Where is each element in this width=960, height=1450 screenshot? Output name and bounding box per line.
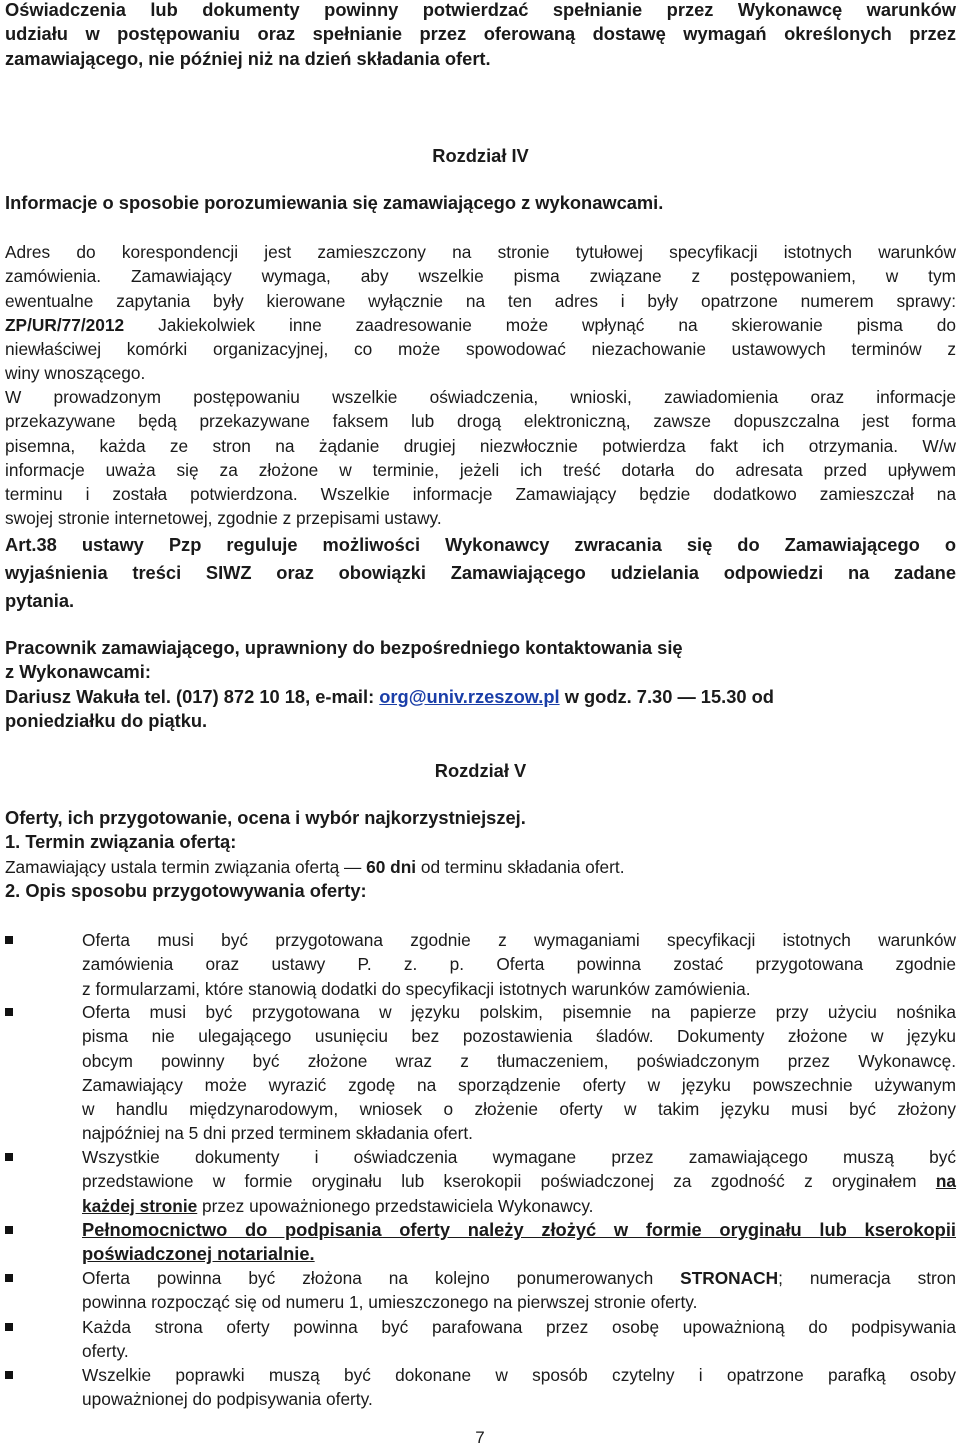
b3-line-2a: przedstawione w formie oryginału lub kserokopii poświadczonej za zgodność z oryginałem [82, 1171, 936, 1192]
chapter-5-title: Rozdział V [434, 760, 527, 781]
b2-line-4: Zamawiający może wyrazić zgodę na sporządzenie oferty w języku powszechnie używanym [82, 1074, 956, 1095]
art38-line-1: Art.38 ustawy Pzp reguluje możliwości Wykonawcy zwracania się do Zamawiającego o [5, 534, 956, 555]
p1-line-1: Adres do korespondencji jest zamieszczony na stronie tytułowej specyfikacji istotnych warunków [5, 242, 956, 262]
b6-line-1: Każda strona oferty powinna być parafowana przez osobę upoważnioną do podpisywania [82, 1317, 956, 1337]
section-2-title: 2. Opis sposobu przygotowywania oferty: [5, 880, 367, 901]
chapter-5-heading: Oferty, ich przygotowanie, ocena i wybór najkorzystniejszej. [5, 807, 526, 828]
bullet-6 [5, 1315, 956, 1364]
intro-line-2: udziału w postępowaniu oraz spełnianie przez oferowaną dostawę wymagań określonych przez [5, 23, 956, 45]
p2-line-3: pisemna, każda ze stron na żądanie drugiej niezwłocznie potwierdza fakt ich otrzymania. W/w [5, 435, 956, 456]
b3-line-2 [82, 1169, 956, 1193]
b3-line-2-underlined: na [935, 1171, 956, 1192]
bullet-2 [5, 1000, 956, 1146]
b2-line-3: obcym powinny być złożone wraz z tłumaczeniem, poświadczonym przez Wykonawcę. [82, 1050, 956, 1071]
bullet-1 [5, 928, 956, 1001]
b3-each-page: każdej stronie [82, 1195, 198, 1216]
b2-line-5: w handlu międzynarodowym, wniosek o złożenie oferty w takim języku musi być złożony [82, 1099, 956, 1120]
s1-text-bold: 60 dni [366, 857, 417, 877]
intro-line-3: zamawiającego, nie później niż na dzień składania ofert. [5, 47, 491, 69]
contact-hours: w godz. 7.30 — 15.30 od [559, 685, 774, 707]
b1-line-2: zamówienia oraz ustawy P. z. p. Oferta powinna zostać przygotowana zgodnie [82, 954, 956, 975]
section-1-text [5, 855, 956, 879]
p1-line-6: winy wnoszącego. [5, 363, 146, 384]
b5-line-1a: Oferta powinna być złożona na kolejno ponumerowanych [82, 1268, 681, 1288]
b3-line-3 [82, 1194, 956, 1218]
b7-line-2: upoważnionej do podpisywania oferty. [82, 1389, 373, 1410]
b2-line-6: najpóźniej na 5 dni przed terminem składania ofert. [82, 1123, 473, 1144]
bullet-square-icon [5, 936, 13, 944]
p1-line-2 [5, 264, 956, 288]
bullet-square-icon [5, 1226, 13, 1234]
b5-line-2: powinna rozpocząć się od numeru 1, umieszczonego na pierwszej stronie oferty. [82, 1292, 698, 1313]
b3-line-1: Wszystkie dokumenty i oświadczenia wymagane przez zamawiającego muszą być [82, 1147, 956, 1167]
contact-line-2: z Wykonawcami: [5, 661, 151, 683]
b5-line-1 [82, 1266, 956, 1290]
b1-line-3: z formularzami, które stanowią dodatki do specyfikacji istotnych warunków zamówienia. [82, 978, 751, 999]
b6-line-2: oferty. [82, 1341, 129, 1362]
bullet-square-icon [5, 1323, 13, 1331]
contact-line-4: poniedziałku do piątku. [5, 709, 208, 731]
b4-line-1: Pełnomocnictwo do podpisania oferty należy złożyć w formie oryginału lub kserokopii [82, 1219, 956, 1240]
contact-line-1: Pracownik zamawiającego, uprawniony do bezpośredniego kontaktowania się [5, 637, 683, 658]
bullet-square-icon [5, 1153, 13, 1161]
b4-line-2: poświadczonej notarialnie. [82, 1243, 315, 1265]
p1-line-2b: Zamawiający wymaga, aby wszelkie pisma związane z postępowaniem, w tym [101, 266, 956, 287]
bullet-5 [5, 1266, 956, 1315]
p1-line-3: ewentualne zapytania były kierowane wyłącznie na ten adres i były opatrzone numerem sprawy: [5, 290, 956, 311]
s1-text-a: Zamawiający ustala termin związania ofertą — [5, 857, 367, 877]
chapter-4-heading: Informacje o sposobie porozumiewania się zamawiającego z wykonawcami. [5, 192, 664, 213]
intro-line-1: Oświadczenia lub dokumenty powinny potwierdzać spełnianie przez Wykonawcę warunków [5, 0, 956, 20]
p2-line-5: terminu i została potwierdzona. Wszelkie informacje Zamawiający będzie dodatkowo zamieszczał na [5, 484, 956, 505]
contact-line-3 [5, 685, 956, 709]
s1-text-b: od terminu składania ofert. [416, 857, 625, 877]
b3-line-3b: przez upoważnionego przedstawiciela Wykonawcy. [197, 1195, 594, 1216]
art38-paragraph [5, 531, 956, 615]
b5-pages: STRONACH [680, 1268, 779, 1288]
bullet-square-icon [5, 1371, 13, 1379]
p2-line-4: informacje uważa się za złożone w terminie, jeżeli ich treść dotarła do adresata przed upływem [5, 459, 956, 480]
section-1-title: 1. Termin związania ofertą: [5, 831, 237, 852]
bullet-square-icon [5, 1274, 13, 1282]
b2-line-2: pisma nie ulegającego usunięciu bez pozostawienia śladów. Dokumenty złożone w języku [82, 1026, 956, 1047]
p2-line-1: W prowadzonym postępowaniu wszelkie oświadczenia, wnioski, zawiadomienia oraz informacje [5, 387, 956, 407]
bullet-7 [5, 1363, 956, 1412]
p1-line-5: niewłaściwej komórki organizacyjnej, co może spowodować niezachowanie ustawowych terminów z [5, 339, 956, 360]
bullet-3 [5, 1145, 956, 1218]
p2-line-2: przekazywane będą przekazywane faksem lub drogą elektroniczną, zawsze dopuszczalna jest forma [5, 411, 956, 432]
p2-line-6: swojej stronie internetowej, zgodnie z przepisami ustawy. [5, 508, 442, 529]
p1-line-4 [5, 313, 956, 337]
art38-line-3: pytania. [5, 590, 75, 611]
b2-line-1: Oferta musi być przygotowana w języku polskim, pisemnie na papierze przy użyciu nośnika [82, 1002, 956, 1022]
chapter-4-paragraph-2 [5, 385, 956, 531]
bullet-square-icon [5, 1008, 13, 1016]
b7-line-1: Wszelkie poprawki muszą być dokonane w sposób czytelny i opatrzone parafką osoby [82, 1365, 956, 1385]
chapter-4-paragraph-1 [5, 240, 956, 386]
email-link[interactable]: org@univ.rzeszow.pl [379, 685, 560, 707]
b1-line-1: Oferta musi być przygotowana zgodnie z wymaganiami specyfikacji istotnych warunków [82, 930, 956, 950]
page-number: 7 [475, 1428, 485, 1447]
case-number: ZP/UR/77/2012 [5, 314, 125, 335]
art38-line-2: wyjaśnienia treści SIWZ oraz obowiązki Zamawiającego udzielania odpowiedzi na zadane [5, 562, 956, 583]
contact-block [5, 636, 956, 733]
p1-line-2a: zamówienia. [5, 266, 102, 287]
p1-line-4b: Jakiekolwiek inne zaadresowanie może wpłynąć na skierowanie pisma do [124, 314, 956, 335]
intro-paragraph [5, 0, 956, 71]
bullet-4 [5, 1218, 956, 1267]
b5-line-1c: ; numeracja stron [778, 1268, 956, 1288]
contact-name-phone: Dariusz Wakuła tel. (017) 872 10 18, e-mail: [5, 685, 380, 707]
chapter-4-title: Rozdział IV [432, 145, 529, 166]
